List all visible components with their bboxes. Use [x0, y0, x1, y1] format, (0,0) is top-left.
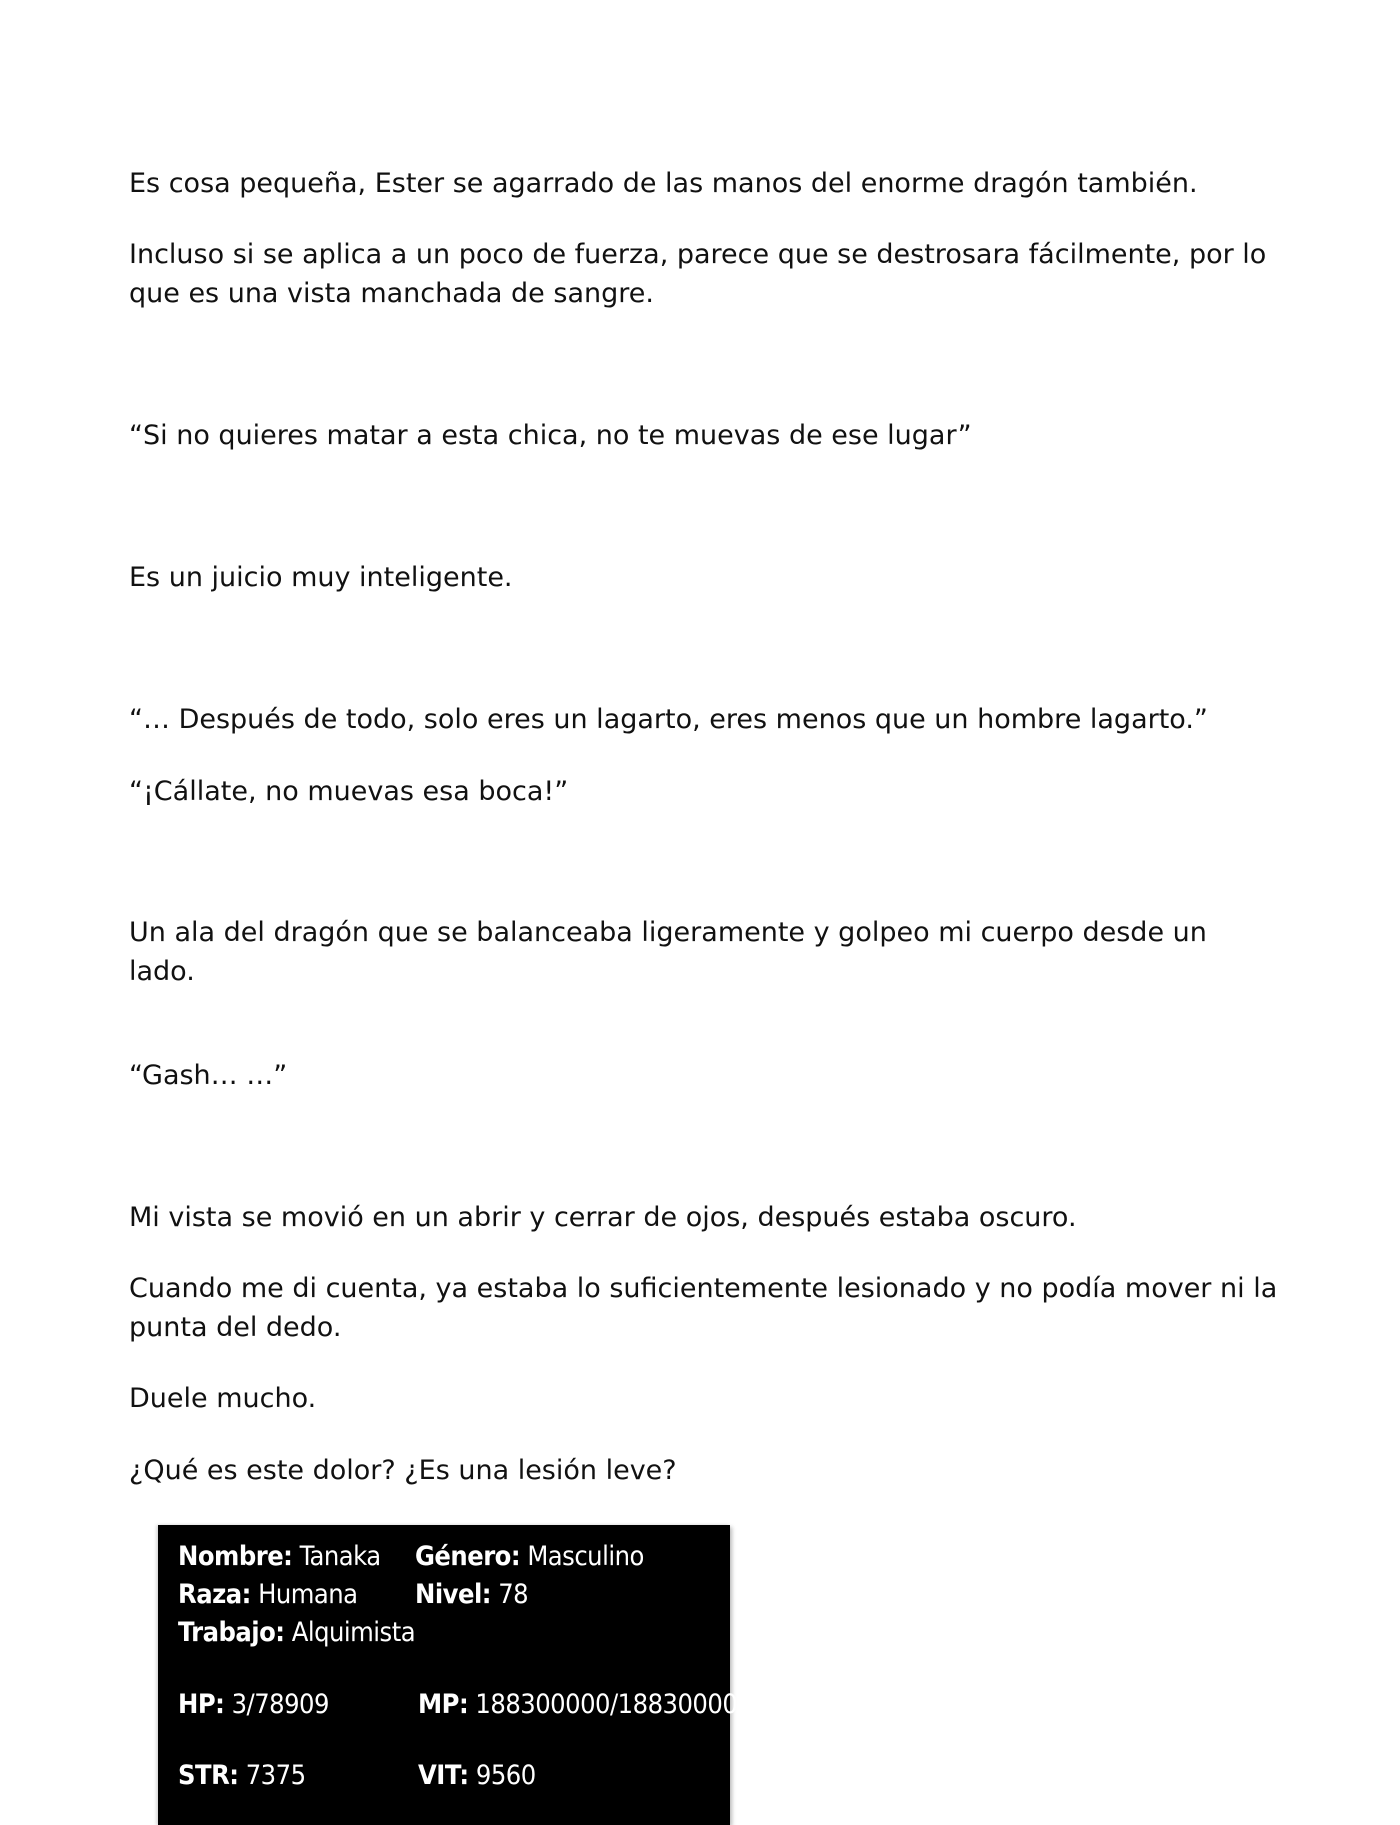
- stat-genero-label: Género:: [415, 1541, 521, 1572]
- paragraph-11: Duele mucho.: [129, 1383, 317, 1414]
- paragraph-6: “¡Cállate, no muevas esa boca!”: [129, 776, 569, 807]
- paragraph-9: Mi vista se movió en un abrir y cerrar de ojos, después estaba oscuro.: [129, 1202, 1077, 1233]
- paragraph-12: ¿Qué es este dolor? ¿Es una lesión leve?: [129, 1455, 677, 1486]
- stat-trabajo-value: Alquimista: [291, 1617, 416, 1648]
- stat-hp-label: HP:: [178, 1689, 225, 1720]
- paragraph-1: Es cosa pequeña, Ester se agarrado de las manos del enorme dragón también.: [129, 168, 1198, 199]
- stat-str-value: 7375: [245, 1760, 306, 1791]
- stat-mp-value: 188300000/188300000: [475, 1689, 753, 1720]
- stat-raza-label: Raza:: [178, 1579, 251, 1610]
- stat-trabajo-label: Trabajo:: [178, 1617, 285, 1648]
- stat-hp-value: 3/78909: [231, 1689, 329, 1720]
- stat-vit: [418, 1758, 536, 1794]
- stat-nombre: [178, 1539, 381, 1575]
- stat-genero-value: Masculino: [527, 1541, 644, 1572]
- stat-nombre-value: Tanaka: [299, 1541, 381, 1572]
- stat-str-label: STR:: [178, 1760, 239, 1791]
- stat-genero: [415, 1539, 644, 1575]
- stat-nivel-value: 78: [498, 1579, 529, 1610]
- paragraph-4: Es un juicio muy inteligente.: [129, 562, 513, 593]
- stat-vit-value: 9560: [475, 1760, 536, 1791]
- paragraph-5: “… Después de todo, solo eres un lagarto, eres menos que un hombre lagarto.”: [129, 704, 1208, 735]
- stat-nivel: [415, 1577, 528, 1613]
- stat-str: [178, 1758, 306, 1794]
- stat-mp-label: MP:: [418, 1689, 469, 1720]
- stat-vit-label: VIT:: [418, 1760, 469, 1791]
- paragraph-3: “Si no quieres matar a esta chica, no te muevas de ese lugar”: [129, 420, 972, 451]
- paragraph-8: “Gash… …”: [129, 1060, 288, 1091]
- stat-mp: [418, 1687, 752, 1723]
- paragraph-2: Incluso si se aplica a un poco de fuerza, parece que se destrosara fácilmente, por lo que es una vista manchada de sangre.: [129, 239, 1267, 309]
- stat-raza: [178, 1577, 358, 1613]
- paragraph-10: Cuando me di cuenta, ya estaba lo suficientemente lesionado y no podía mover ni la punta del dedo.: [129, 1273, 1278, 1343]
- stat-trabajo: [178, 1615, 415, 1651]
- stat-nivel-label: Nivel:: [415, 1579, 491, 1610]
- paragraph-7: Un ala del dragón que se balanceaba ligeramente y golpeo mi cuerpo desde un lado.: [129, 917, 1207, 987]
- stat-raza-value: Humana: [258, 1579, 358, 1610]
- stat-hp: [178, 1687, 329, 1723]
- stat-nombre-label: Nombre:: [178, 1541, 293, 1572]
- status-window: [158, 1525, 753, 1825]
